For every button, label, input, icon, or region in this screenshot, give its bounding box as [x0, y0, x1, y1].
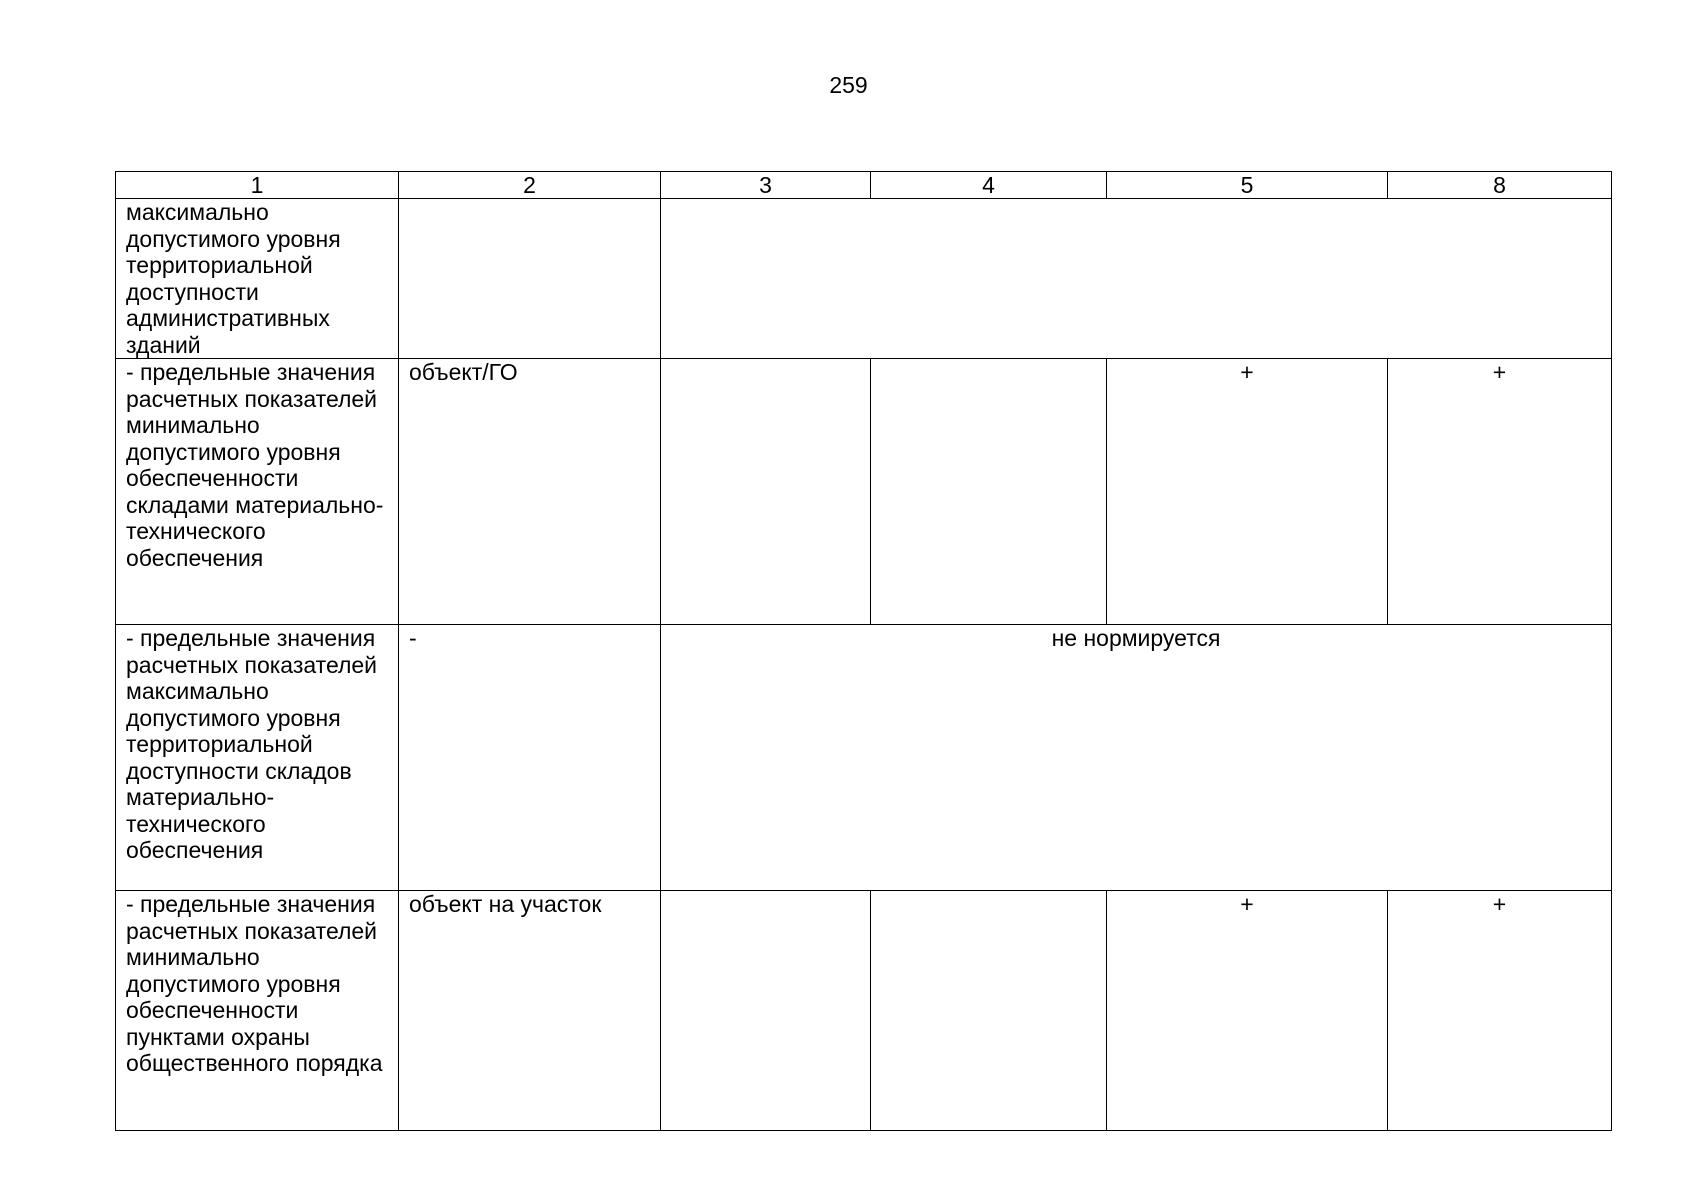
merged-cell-not-normalized: не нормируется — [661, 625, 1612, 891]
cell-col-3 — [661, 359, 871, 625]
table-row — [116, 625, 1612, 891]
row-label: - предельные значения расчетных показателей минимально допустимого уровня обеспеченности пунктами охраны общественного порядка — [116, 891, 399, 1131]
merged-cell — [661, 199, 1612, 359]
cell-col-8: + — [1388, 891, 1612, 1131]
table-header-row — [116, 172, 1612, 199]
row-label: максимально допустимого уровня территориальной доступности административных зданий — [116, 199, 399, 359]
column-header: 8 — [1388, 172, 1612, 199]
cell-col-4 — [871, 891, 1107, 1131]
table-row — [116, 199, 1612, 359]
cell-col-3 — [661, 891, 871, 1131]
page-number: 259 — [829, 72, 868, 98]
row-unit: объект/ГО — [399, 359, 661, 625]
row-unit: объект на участок — [399, 891, 661, 1131]
row-label: - предельные значения расчетных показателей минимально допустимого уровня обеспеченности складами материально-технического обеспечения — [116, 359, 399, 625]
column-header: 2 — [399, 172, 661, 199]
column-header: 5 — [1107, 172, 1388, 199]
column-header: 3 — [661, 172, 871, 199]
column-header: 4 — [871, 172, 1107, 199]
cell-col-8: + — [1388, 359, 1612, 625]
cell-col-5: + — [1107, 359, 1388, 625]
row-unit: - — [399, 625, 661, 891]
row-label: - предельные значения расчетных показателей максимально допустимого уровня территориальной доступности складов материально-технического обеспечения — [116, 625, 399, 891]
column-header: 1 — [116, 172, 399, 199]
cell-col-4 — [871, 359, 1107, 625]
indicator-table — [115, 171, 1612, 1131]
table-row — [116, 359, 1612, 625]
cell-col-5: + — [1107, 891, 1388, 1131]
row-unit — [399, 199, 661, 359]
table-row — [116, 891, 1612, 1131]
